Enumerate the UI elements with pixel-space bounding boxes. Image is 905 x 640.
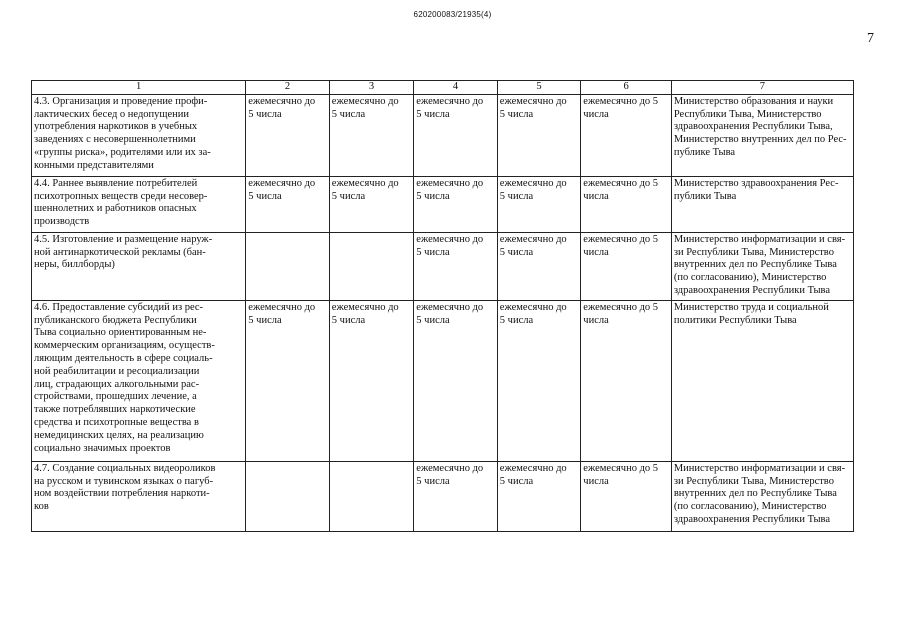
cell-text: ежемесячно до 5 числа bbox=[248, 177, 316, 202]
column-header: 5 bbox=[497, 81, 581, 95]
table-cell-activity bbox=[32, 300, 246, 461]
table-cell bbox=[581, 232, 672, 300]
cell-text: Министерство здравоохранения Рес- публики Тыва bbox=[673, 177, 839, 202]
cell-text: 4.4. Раннее выявление потребителей психотропных веществ среди несовер- шеннолетних и работников опасных производств bbox=[34, 177, 208, 228]
cell-text: ежемесячно до 5 числа bbox=[248, 95, 316, 120]
column-header: 7 bbox=[671, 81, 853, 95]
table-cell bbox=[497, 300, 581, 461]
cell-text: ежемесячно до 5 числа bbox=[583, 462, 659, 487]
cell-text: ежемесячно до 5 числа bbox=[499, 233, 567, 258]
cell-text: ежемесячно до 5 числа bbox=[416, 233, 484, 258]
cell-text: ежемесячно до 5 числа bbox=[331, 95, 399, 120]
column-header: 4 bbox=[414, 81, 498, 95]
table-row bbox=[32, 232, 854, 300]
cell-text: ежемесячно до 5 числа bbox=[416, 301, 484, 326]
table-cell bbox=[246, 461, 330, 531]
table-cell bbox=[329, 176, 414, 232]
cell-text: 4.7. Создание социальных видеороликов на русском и тувинском языках о пагуб- ном воздействии потребления наркоти- ков bbox=[34, 462, 216, 513]
table-cell bbox=[246, 300, 330, 461]
table-cell bbox=[497, 232, 581, 300]
table-cell bbox=[581, 300, 672, 461]
cell-text: ежемесячно до 5 числа bbox=[499, 462, 567, 487]
cell-text: Министерство информатизации и свя- зи Республики Тыва, Министерство внутренних дел по Республике Тыва (по согласованию), Министерство здравоохранения Республики Тыва bbox=[673, 233, 846, 296]
table-cell-activity bbox=[32, 232, 246, 300]
table-row bbox=[32, 461, 854, 531]
table-header-row bbox=[32, 81, 854, 95]
cell-text: ежемесячно до 5 числа bbox=[583, 177, 659, 202]
table-cell bbox=[329, 232, 414, 300]
column-header: 3 bbox=[329, 81, 414, 95]
table-cell bbox=[414, 176, 498, 232]
table-cell bbox=[246, 232, 330, 300]
table-cell bbox=[329, 94, 414, 176]
table-cell-responsible bbox=[671, 300, 853, 461]
column-header: 2 bbox=[246, 81, 330, 95]
cell-text: ежемесячно до 5 числа bbox=[583, 233, 659, 258]
cell-text: ежемесячно до 5 числа bbox=[499, 95, 567, 120]
cell-text: Министерство образования и науки Республики Тыва, Министерство здравоохранения Республики Тыва, Министерство внутренних дел по Рес- публике Тыва bbox=[673, 95, 847, 158]
cell-text: Министерство информатизации и свя- зи Республики Тыва, Министерство внутренних дел по Республике Тыва (по согласованию), Министерство здравоохранения Республики Тыва bbox=[673, 462, 846, 525]
table-cell bbox=[581, 94, 672, 176]
table-cell bbox=[581, 461, 672, 531]
table-cell bbox=[329, 300, 414, 461]
cell-text: 4.3. Организация и проведение профи- лактических бесед о недопущении употребления наркотиков в учебных заведениях с несовершеннолетними «группы риска», родителями или их за- конными представителями bbox=[34, 95, 211, 171]
table-cell bbox=[581, 176, 672, 232]
table-cell-activity bbox=[32, 94, 246, 176]
table-cell-responsible bbox=[671, 176, 853, 232]
cell-text: ежемесячно до 5 числа bbox=[416, 462, 484, 487]
table-cell-activity bbox=[32, 461, 246, 531]
plan-table bbox=[31, 80, 854, 532]
cell-text: ежемесячно до 5 числа bbox=[583, 95, 659, 120]
cell-text: 4.5. Изготовление и размещение наруж- ной антинаркотической рекламы (бан- неры, биллборды) bbox=[34, 233, 213, 271]
column-header: 1 bbox=[32, 81, 246, 95]
table-row bbox=[32, 94, 854, 176]
cell-text: ежемесячно до 5 числа bbox=[416, 177, 484, 202]
cell-text: ежемесячно до 5 числа bbox=[499, 177, 567, 202]
cell-text: ежемесячно до 5 числа bbox=[248, 301, 316, 326]
cell-text: ежемесячно до 5 числа bbox=[416, 95, 484, 120]
table-cell-activity bbox=[32, 176, 246, 232]
cell-text: ежемесячно до 5 числа bbox=[583, 301, 659, 326]
table-cell bbox=[414, 300, 498, 461]
table-cell bbox=[414, 232, 498, 300]
cell-text: ежемесячно до 5 числа bbox=[331, 177, 399, 202]
table-cell-responsible bbox=[671, 94, 853, 176]
table-cell bbox=[414, 461, 498, 531]
cell-text: ежемесячно до 5 числа bbox=[499, 301, 567, 326]
table-cell bbox=[329, 461, 414, 531]
table-cell bbox=[497, 94, 581, 176]
table-cell-responsible bbox=[671, 232, 853, 300]
table-cell-responsible bbox=[671, 461, 853, 531]
table-cell bbox=[414, 94, 498, 176]
page-number: 7 bbox=[867, 31, 874, 46]
table-row bbox=[32, 300, 854, 461]
cell-text: 4.6. Предоставление субсидий из рес- публиканского бюджета Республики Тыва социально ориентированным не- коммерческим организациям, осуществ- ляющим деятельность в сфере социаль- ной реабилитации и ресоциализации лиц, страдающих алкогольными рас- стройствами, прошедших лечение, а также потреблявших наркотические средства и психотропные вещества в немедицинских целях, на реализацию социально значимых проектов bbox=[34, 301, 215, 454]
table-cell bbox=[246, 94, 330, 176]
table-cell bbox=[497, 176, 581, 232]
table-row bbox=[32, 176, 854, 232]
cell-text: Министерство труда и социальной политики Республики Тыва bbox=[673, 301, 829, 326]
cell-text: ежемесячно до 5 числа bbox=[331, 301, 399, 326]
column-header: 6 bbox=[581, 81, 672, 95]
table-cell bbox=[246, 176, 330, 232]
table-cell bbox=[497, 461, 581, 531]
document-code: 620200083/21935(4) bbox=[413, 10, 492, 19]
